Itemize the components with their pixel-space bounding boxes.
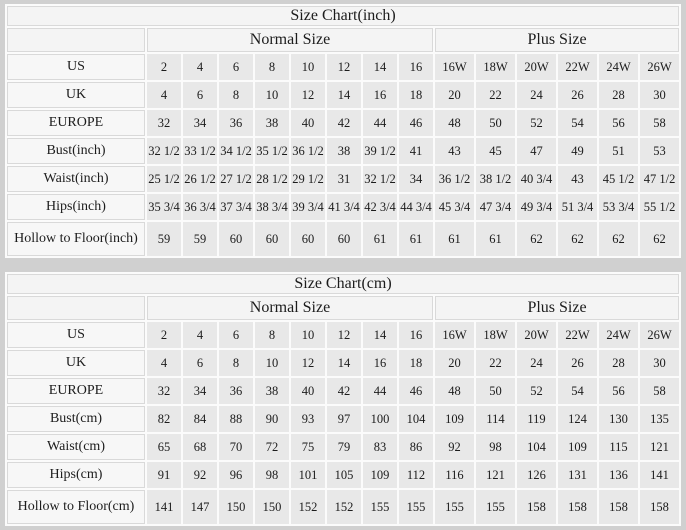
size-value-cell: 36 (219, 378, 253, 404)
size-value-cell: 30 (640, 350, 679, 376)
size-value-cell: 35 3/4 (147, 194, 181, 220)
size-value-cell: 16 (399, 322, 433, 348)
size-value-cell: 26 1/2 (183, 166, 217, 192)
size-value-cell: 68 (183, 434, 217, 460)
size-row (7, 138, 679, 164)
size-value-cell: 65 (147, 434, 181, 460)
size-value-cell: 53 (640, 138, 679, 164)
size-value-cell: 50 (476, 110, 515, 136)
size-value-cell: 22W (558, 322, 597, 348)
size-value-cell: 155 (363, 490, 397, 524)
row-label: Waist(inch) (7, 166, 145, 192)
size-value-cell: 135 (640, 406, 679, 432)
size-value-cell: 51 (599, 138, 638, 164)
size-value-cell: 60 (219, 222, 253, 256)
size-value-cell: 121 (476, 462, 515, 488)
size-value-cell: 38 (255, 378, 289, 404)
size-value-cell: 8 (219, 82, 253, 108)
size-row (7, 222, 679, 256)
size-rows-inch (7, 54, 679, 256)
size-value-cell: 59 (183, 222, 217, 256)
size-value-cell: 28 (599, 82, 638, 108)
size-value-cell: 24W (599, 322, 638, 348)
size-value-cell: 18 (399, 82, 433, 108)
row-label: Bust(cm) (7, 406, 145, 432)
size-value-cell: 26 (558, 350, 597, 376)
size-value-cell: 62 (640, 222, 679, 256)
size-value-cell: 58 (640, 110, 679, 136)
size-value-cell: 45 3/4 (435, 194, 474, 220)
size-value-cell: 34 (183, 378, 217, 404)
size-group-row (7, 28, 679, 52)
size-value-cell: 147 (183, 490, 217, 524)
size-value-cell: 40 (291, 110, 325, 136)
size-value-cell: 109 (435, 406, 474, 432)
size-value-cell: 10 (255, 350, 289, 376)
size-value-cell: 150 (219, 490, 253, 524)
size-value-cell: 10 (255, 82, 289, 108)
size-value-cell: 4 (183, 322, 217, 348)
size-value-cell: 18W (476, 322, 515, 348)
size-value-cell: 136 (599, 462, 638, 488)
size-value-cell: 104 (399, 406, 433, 432)
size-value-cell: 42 3/4 (363, 194, 397, 220)
size-value-cell: 28 (599, 350, 638, 376)
size-value-cell: 43 (435, 138, 474, 164)
size-value-cell: 150 (255, 490, 289, 524)
size-value-cell: 38 1/2 (476, 166, 515, 192)
size-row (7, 490, 679, 524)
row-label: Hollow to Floor(inch) (7, 222, 145, 256)
size-row (7, 322, 679, 348)
size-row (7, 110, 679, 136)
size-value-cell: 18 (399, 350, 433, 376)
size-value-cell: 59 (147, 222, 181, 256)
size-value-cell: 6 (219, 54, 253, 80)
size-value-cell: 36 1/2 (291, 138, 325, 164)
size-value-cell: 4 (147, 82, 181, 108)
size-value-cell: 55 1/2 (640, 194, 679, 220)
size-value-cell: 8 (219, 350, 253, 376)
size-value-cell: 42 (327, 110, 361, 136)
size-rows-cm (7, 322, 679, 524)
size-value-cell: 58 (640, 378, 679, 404)
size-group-row (7, 296, 679, 320)
size-value-cell: 2 (147, 322, 181, 348)
size-value-cell: 131 (558, 462, 597, 488)
size-value-cell: 112 (399, 462, 433, 488)
size-value-cell: 158 (558, 490, 597, 524)
size-value-cell: 130 (599, 406, 638, 432)
size-value-cell: 38 3/4 (255, 194, 289, 220)
size-value-cell: 39 3/4 (291, 194, 325, 220)
size-value-cell: 37 3/4 (219, 194, 253, 220)
size-value-cell: 22 (476, 350, 515, 376)
corner-cell (7, 28, 145, 52)
size-value-cell: 6 (219, 322, 253, 348)
size-value-cell: 8 (255, 54, 289, 80)
size-value-cell: 47 3/4 (476, 194, 515, 220)
size-value-cell: 48 (435, 110, 474, 136)
size-value-cell: 40 3/4 (517, 166, 556, 192)
size-value-cell: 152 (327, 490, 361, 524)
size-value-cell: 116 (435, 462, 474, 488)
size-value-cell: 4 (147, 350, 181, 376)
size-value-cell: 155 (435, 490, 474, 524)
size-value-cell: 62 (517, 222, 556, 256)
size-value-cell: 61 (363, 222, 397, 256)
size-value-cell: 53 3/4 (599, 194, 638, 220)
size-value-cell: 44 3/4 (399, 194, 433, 220)
size-row (7, 406, 679, 432)
size-value-cell: 93 (291, 406, 325, 432)
size-value-cell: 105 (327, 462, 361, 488)
table-title: Size Chart(inch) (7, 6, 679, 26)
size-value-cell: 84 (183, 406, 217, 432)
size-value-cell: 152 (291, 490, 325, 524)
size-value-cell: 16 (399, 54, 433, 80)
size-value-cell: 60 (255, 222, 289, 256)
row-label: Waist(cm) (7, 434, 145, 460)
size-value-cell: 34 (183, 110, 217, 136)
size-value-cell: 104 (517, 434, 556, 460)
size-value-cell: 92 (183, 462, 217, 488)
size-value-cell: 54 (558, 110, 597, 136)
row-label: US (7, 322, 145, 348)
size-value-cell: 32 (147, 110, 181, 136)
size-value-cell: 34 1/2 (219, 138, 253, 164)
size-value-cell: 38 (327, 138, 361, 164)
size-value-cell: 100 (363, 406, 397, 432)
size-row (7, 82, 679, 108)
size-value-cell: 158 (599, 490, 638, 524)
size-value-cell: 41 3/4 (327, 194, 361, 220)
size-value-cell: 16W (435, 322, 474, 348)
size-value-cell: 12 (327, 54, 361, 80)
size-value-cell: 52 (517, 110, 556, 136)
size-value-cell: 109 (558, 434, 597, 460)
size-value-cell: 83 (363, 434, 397, 460)
size-row (7, 462, 679, 488)
size-value-cell: 62 (558, 222, 597, 256)
size-value-cell: 44 (363, 378, 397, 404)
size-value-cell: 61 (399, 222, 433, 256)
size-value-cell: 2 (147, 54, 181, 80)
size-value-cell: 86 (399, 434, 433, 460)
size-value-cell: 10 (291, 54, 325, 80)
size-value-cell: 14 (363, 322, 397, 348)
size-value-cell: 22 (476, 82, 515, 108)
size-value-cell: 25 1/2 (147, 166, 181, 192)
size-value-cell: 82 (147, 406, 181, 432)
size-value-cell: 45 1/2 (599, 166, 638, 192)
size-value-cell: 18W (476, 54, 515, 80)
size-value-cell: 51 3/4 (558, 194, 597, 220)
size-value-cell: 101 (291, 462, 325, 488)
size-value-cell: 40 (291, 378, 325, 404)
size-value-cell: 92 (435, 434, 474, 460)
size-value-cell: 158 (640, 490, 679, 524)
size-value-cell: 56 (599, 110, 638, 136)
normal-size-header: Normal Size (147, 296, 433, 320)
size-value-cell: 20 (435, 82, 474, 108)
size-value-cell: 48 (435, 378, 474, 404)
plus-size-header: Plus Size (435, 28, 679, 52)
size-value-cell: 155 (476, 490, 515, 524)
size-value-cell: 70 (219, 434, 253, 460)
size-value-cell: 109 (363, 462, 397, 488)
size-value-cell: 33 1/2 (183, 138, 217, 164)
size-value-cell: 158 (517, 490, 556, 524)
size-value-cell: 14 (327, 350, 361, 376)
plus-size-header: Plus Size (435, 296, 679, 320)
size-value-cell: 39 1/2 (363, 138, 397, 164)
size-value-cell: 60 (327, 222, 361, 256)
size-value-cell: 32 1/2 (363, 166, 397, 192)
size-value-cell: 6 (183, 82, 217, 108)
size-value-cell: 114 (476, 406, 515, 432)
size-value-cell: 50 (476, 378, 515, 404)
size-value-cell: 72 (255, 434, 289, 460)
size-value-cell: 4 (183, 54, 217, 80)
size-value-cell: 8 (255, 322, 289, 348)
size-row (7, 194, 679, 220)
size-value-cell: 49 3/4 (517, 194, 556, 220)
row-label: EUROPE (7, 110, 145, 136)
size-value-cell: 54 (558, 378, 597, 404)
row-label: Hollow to Floor(cm) (7, 490, 145, 524)
size-value-cell: 10 (291, 322, 325, 348)
size-value-cell: 36 3/4 (183, 194, 217, 220)
size-value-cell: 79 (327, 434, 361, 460)
size-value-cell: 12 (291, 82, 325, 108)
size-value-cell: 98 (255, 462, 289, 488)
size-value-cell: 155 (399, 490, 433, 524)
size-row (7, 434, 679, 460)
size-value-cell: 16 (363, 350, 397, 376)
table-title: Size Chart(cm) (7, 274, 679, 294)
size-value-cell: 121 (640, 434, 679, 460)
size-value-cell: 36 1/2 (435, 166, 474, 192)
size-value-cell: 60 (291, 222, 325, 256)
table-title-row (7, 6, 679, 26)
size-value-cell: 28 1/2 (255, 166, 289, 192)
size-value-cell: 24 (517, 350, 556, 376)
size-value-cell: 75 (291, 434, 325, 460)
size-value-cell: 30 (640, 82, 679, 108)
size-value-cell: 27 1/2 (219, 166, 253, 192)
size-value-cell: 32 (147, 378, 181, 404)
size-value-cell: 22W (558, 54, 597, 80)
size-value-cell: 45 (476, 138, 515, 164)
size-value-cell: 20W (517, 54, 556, 80)
size-value-cell: 126 (517, 462, 556, 488)
size-value-cell: 124 (558, 406, 597, 432)
size-value-cell: 61 (435, 222, 474, 256)
size-value-cell: 16 (363, 82, 397, 108)
size-value-cell: 16W (435, 54, 474, 80)
size-value-cell: 141 (640, 462, 679, 488)
size-value-cell: 88 (219, 406, 253, 432)
size-value-cell: 62 (599, 222, 638, 256)
table-title-row (7, 274, 679, 294)
size-value-cell: 26 (558, 82, 597, 108)
row-label: EUROPE (7, 378, 145, 404)
size-value-cell: 90 (255, 406, 289, 432)
size-value-cell: 42 (327, 378, 361, 404)
row-label: UK (7, 350, 145, 376)
row-label: Hips(cm) (7, 462, 145, 488)
size-value-cell: 12 (291, 350, 325, 376)
size-chart-inch-table (5, 4, 681, 258)
size-row (7, 378, 679, 404)
corner-cell (7, 296, 145, 320)
size-value-cell: 61 (476, 222, 515, 256)
size-value-cell: 141 (147, 490, 181, 524)
size-value-cell: 35 1/2 (255, 138, 289, 164)
size-value-cell: 32 1/2 (147, 138, 181, 164)
size-value-cell: 47 (517, 138, 556, 164)
size-value-cell: 20W (517, 322, 556, 348)
size-value-cell: 34 (399, 166, 433, 192)
size-row (7, 54, 679, 80)
row-label: Hips(inch) (7, 194, 145, 220)
row-label: US (7, 54, 145, 80)
size-value-cell: 52 (517, 378, 556, 404)
size-value-cell: 6 (183, 350, 217, 376)
row-label: Bust(inch) (7, 138, 145, 164)
size-value-cell: 98 (476, 434, 515, 460)
size-value-cell: 26W (640, 322, 679, 348)
size-value-cell: 24 (517, 82, 556, 108)
size-value-cell: 36 (219, 110, 253, 136)
size-value-cell: 97 (327, 406, 361, 432)
normal-size-header: Normal Size (147, 28, 433, 52)
size-value-cell: 44 (363, 110, 397, 136)
size-value-cell: 43 (558, 166, 597, 192)
size-value-cell: 47 1/2 (640, 166, 679, 192)
size-value-cell: 26W (640, 54, 679, 80)
size-value-cell: 31 (327, 166, 361, 192)
size-value-cell: 91 (147, 462, 181, 488)
size-value-cell: 119 (517, 406, 556, 432)
size-value-cell: 29 1/2 (291, 166, 325, 192)
size-value-cell: 12 (327, 322, 361, 348)
size-value-cell: 96 (219, 462, 253, 488)
size-value-cell: 56 (599, 378, 638, 404)
row-label: UK (7, 82, 145, 108)
size-row (7, 166, 679, 192)
size-row (7, 350, 679, 376)
size-value-cell: 46 (399, 110, 433, 136)
size-value-cell: 115 (599, 434, 638, 460)
size-value-cell: 49 (558, 138, 597, 164)
size-value-cell: 20 (435, 350, 474, 376)
size-value-cell: 14 (327, 82, 361, 108)
size-value-cell: 41 (399, 138, 433, 164)
size-value-cell: 38 (255, 110, 289, 136)
size-value-cell: 46 (399, 378, 433, 404)
size-value-cell: 24W (599, 54, 638, 80)
size-value-cell: 14 (363, 54, 397, 80)
size-chart-cm-table (5, 272, 681, 526)
